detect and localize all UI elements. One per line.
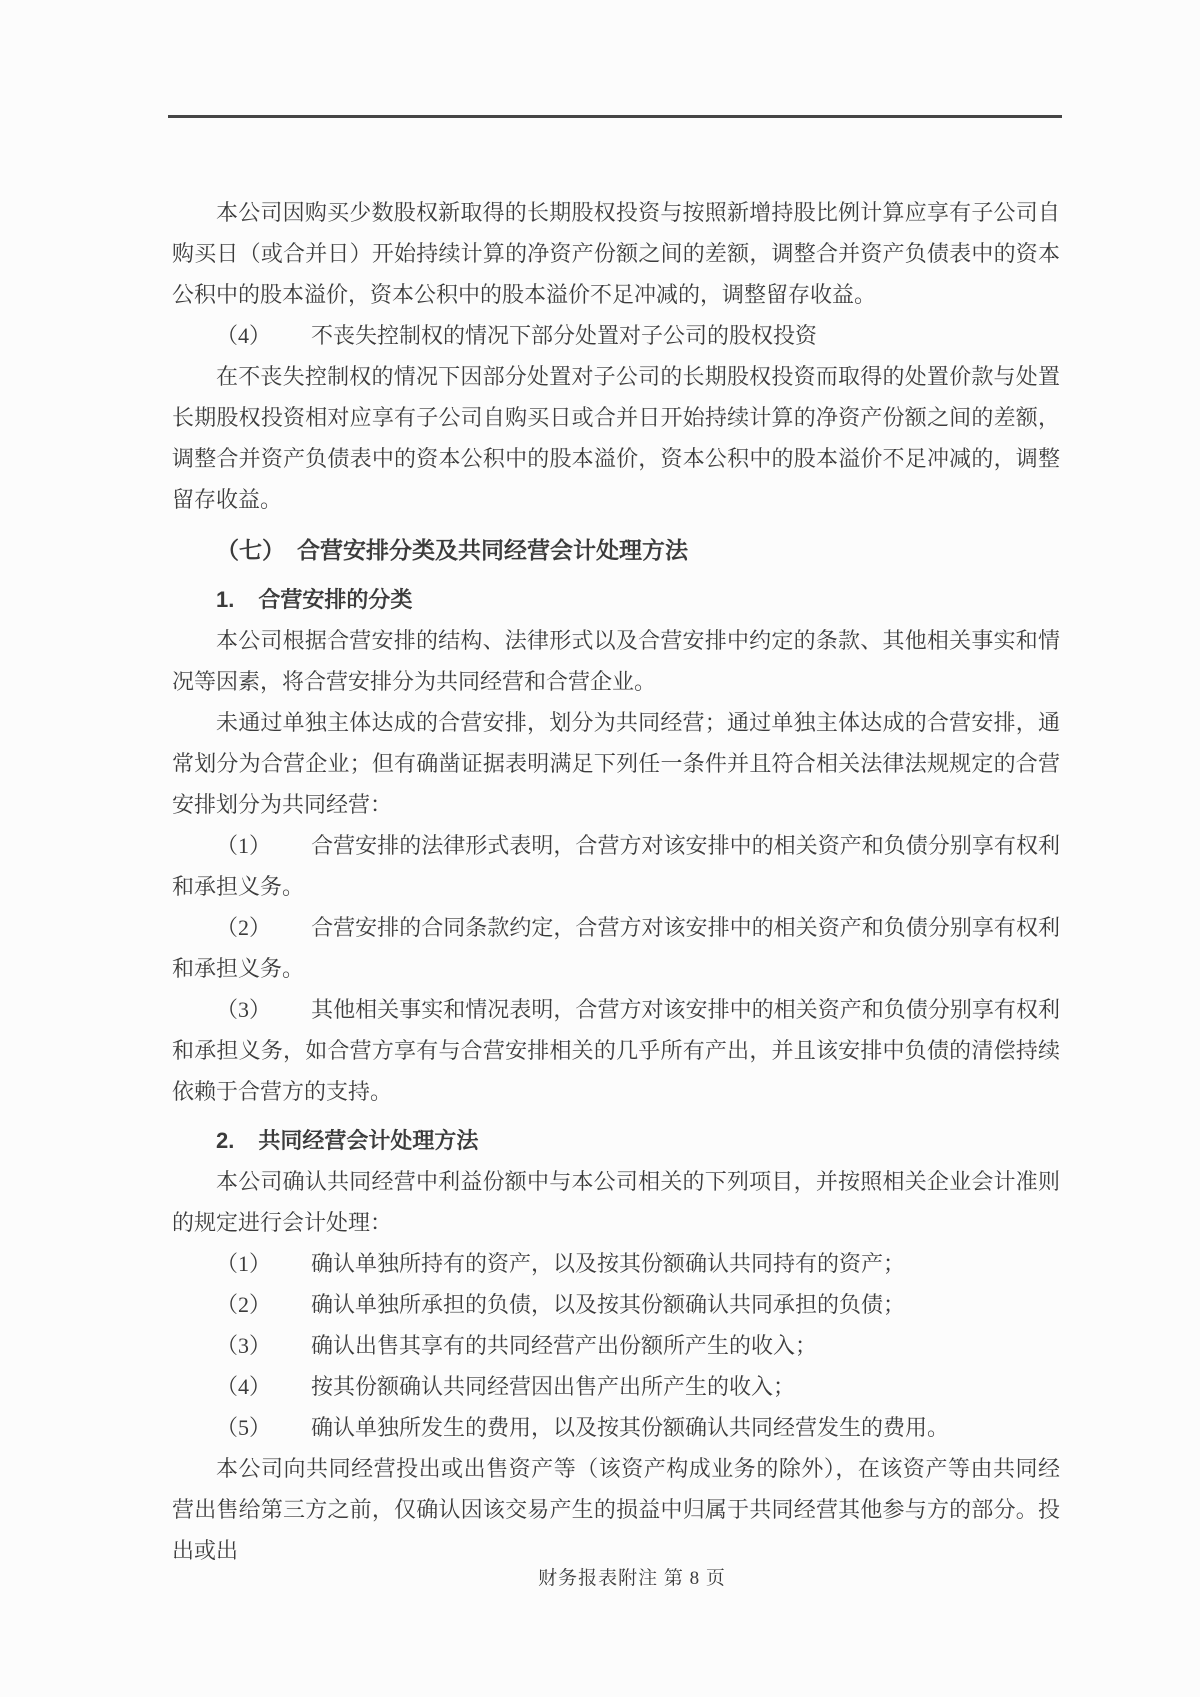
accounting-item-5: [172, 1407, 1060, 1448]
item-number: （2）: [216, 1292, 272, 1317]
subsection-title: 共同经营会计处理方法: [258, 1128, 479, 1153]
condition-item-1: [172, 825, 1060, 907]
item-number: （3）: [216, 1333, 272, 1358]
subsection-number: 2.: [216, 1128, 235, 1153]
item-text: 不丧失控制权的情况下部分处置对子公司的股权投资: [311, 323, 818, 348]
section-title: 合营安排分类及共同经营会计处理方法: [297, 537, 688, 563]
accounting-item-1: [172, 1243, 1060, 1284]
item-number: （2）: [216, 915, 272, 940]
condition-item-3: [172, 989, 1060, 1112]
paragraph-joint-op-accounting: 本公司确认共同经营中利益份额中与本公司相关的下列项目，并按照相关企业会计准则的规定进行会计处理：: [172, 1169, 1060, 1235]
list-item-4-subsection: [172, 315, 1060, 356]
item-text: 其他相关事实和情况表明，合营方对该安排中的相关资产和负债分别享有权利和承担义务，如合营方享有与合营安排相关的几乎所有产出，并且该安排中负债的清偿持续依赖于合营方的支持。: [172, 997, 1060, 1104]
item-text: 确认单独所持有的资产，以及按其份额确认共同持有的资产；: [311, 1251, 906, 1276]
subsection-number: 1.: [216, 587, 235, 612]
accounting-item-4: [172, 1366, 1060, 1407]
page-footer: 财务报表附注 第 8 页: [538, 1568, 726, 1589]
paragraph-partial-disposal: 在不丧失控制权的情况下因部分处置对子公司的长期股权投资而取得的处置价款与处置长期股权投资相对应享有子公司自购买日或合并日开始持续计算的净资产份额之间的差额，调整合并资产负债表中的资本公积中的股本溢价，资本公积中的股本溢价不足冲减的，调整留存收益。: [172, 364, 1060, 512]
section-number: （七）: [216, 537, 285, 563]
subsection-heading-1: [172, 579, 1060, 620]
paragraph-minority-equity: 本公司因购买少数股权新取得的长期股权投资与按照新增持股比例计算应享有子公司自购买日（或合并日）开始持续计算的净资产份额之间的差额，调整合并资产负债表中的资本公积中的股本溢价，资本公积中的股本溢价不足冲减的，调整留存收益。: [172, 200, 1060, 307]
document-body: [172, 192, 1060, 1571]
item-number: （5）: [216, 1415, 272, 1440]
section-heading-7: [172, 530, 1060, 571]
item-text: 按其份额确认共同经营因出售产出所产生的收入；: [311, 1374, 796, 1399]
item-text: 合营安排的合同条款约定，合营方对该安排中的相关资产和负债分别享有权利和承担义务。: [172, 915, 1060, 981]
item-number: （1）: [216, 1251, 272, 1276]
item-text: 确认出售其享有的共同经营产出份额所产生的收入；: [311, 1333, 818, 1358]
paragraph-classification-basis: 本公司根据合营安排的结构、法律形式以及合营安排中约定的条款、其他相关事实和情况等因素，将合营安排分为共同经营和合营企业。: [172, 628, 1060, 694]
paragraph-asset-transfer: 本公司向共同经营投出或出售资产等（该资产构成业务的除外），在该资产等由共同经营出售给第三方之前，仅确认因该交易产生的损益中归属于共同经营其他参与方的部分。投出或出: [172, 1456, 1060, 1563]
item-number: （1）: [216, 833, 272, 858]
item-text: 确认单独所承担的负债，以及按其份额确认共同承担的负债；: [311, 1292, 906, 1317]
item-text: 确认单独所发生的费用，以及按其份额确认共同经营发生的费用。: [311, 1415, 950, 1440]
item-number: （4）: [216, 1374, 272, 1399]
item-number: （4）: [216, 323, 272, 348]
subsection-title: 合营安排的分类: [258, 587, 413, 612]
accounting-item-2: [172, 1284, 1060, 1325]
subsection-heading-2: [172, 1120, 1060, 1161]
paragraph-separate-vehicle: 未通过单独主体达成的合营安排，划分为共同经营；通过单独主体达成的合营安排，通常划分为合营企业；但有确凿证据表明满足下列任一条件并且符合相关法律法规规定的合营安排划分为共同经营：: [172, 710, 1060, 817]
header-divider: [168, 115, 1062, 118]
accounting-item-3: [172, 1325, 1060, 1366]
item-number: （3）: [216, 997, 272, 1022]
item-text: 合营安排的法律形式表明，合营方对该安排中的相关资产和负债分别享有权利和承担义务。: [172, 833, 1060, 899]
condition-item-2: [172, 907, 1060, 989]
